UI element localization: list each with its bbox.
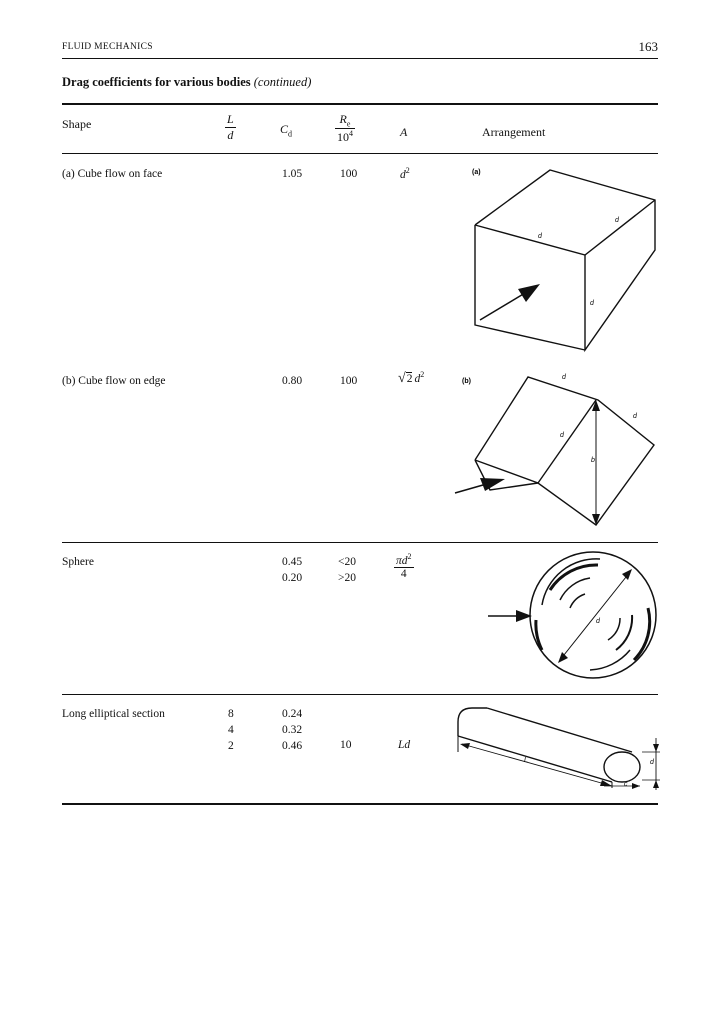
row-cube-face-re: 100 (340, 168, 358, 180)
sphere-shade-1 (550, 565, 598, 590)
row-sphere-shape: Sphere (62, 556, 94, 568)
row-elliptical-ld: 8 4 2 (228, 708, 234, 752)
cube-face-figure (460, 160, 665, 370)
sphere-dim-bottom (558, 652, 568, 663)
cube-edge-label-4: b (591, 457, 595, 464)
cube-face-edge (585, 200, 655, 255)
ellipse-label-c: c (624, 781, 628, 788)
cube-edge-dim-top (592, 400, 600, 411)
cube-edge-label-2: d (633, 413, 637, 420)
row-sphere-re: <20 >20 (338, 556, 356, 584)
row-cube-face-shape: (a) Cube flow on face (62, 168, 163, 180)
header-shape: Shape (62, 117, 92, 131)
header-bottom-rule (62, 153, 658, 154)
sphere-dim-top (622, 569, 632, 580)
row-rule-1 (62, 542, 658, 543)
row-cube-edge-re: 100 (340, 375, 358, 387)
header-rule (62, 58, 658, 59)
header-cd: $C_d$ (280, 122, 293, 139)
sphere-figure (480, 550, 660, 685)
row-rule-2 (62, 694, 658, 695)
cube-edge-tag: (b) (462, 378, 471, 385)
cube-edge-label-3: d (560, 432, 564, 439)
ellipse-top-edge (487, 708, 632, 752)
ellipse-d-arrow-bottom (653, 780, 659, 788)
row-elliptical-shape: Long elliptical section (62, 708, 165, 720)
sphere-shade-4 (570, 594, 585, 608)
sphere-shade-5 (536, 620, 542, 650)
caption-title: Drag coefficients for various bodies (62, 75, 251, 89)
cube-edge-ridge (538, 400, 596, 483)
row-cube-edge-area: √2 $d^2$ (398, 370, 425, 386)
row-cube-edge-cd: 0.80 (282, 375, 303, 387)
ellipse-bottom-edge (458, 736, 612, 782)
row-elliptical-cd: 0.24 0.32 0.46 (282, 708, 303, 752)
header-area: A (400, 125, 408, 139)
ellipse-front-face (604, 752, 640, 782)
ellipse-l-arrow-left (460, 743, 470, 749)
row-sphere-cd: 0.45 0.20 (282, 556, 303, 584)
header-re: $\frac{R_e}{10^4}$ (337, 112, 353, 145)
header-arrangement: Arrangement (482, 125, 546, 139)
sphere-shade-3 (560, 578, 590, 600)
page-number: 163 (638, 39, 658, 54)
row-elliptical-re: 10 (340, 739, 352, 751)
sphere-shade-7 (616, 615, 632, 650)
cube-edge-outline (475, 377, 654, 525)
cube-face-arrowhead (518, 284, 540, 302)
sphere-shade-6 (634, 608, 650, 660)
cube-edge-label-1: d (562, 374, 566, 381)
ellipse-label-l: L (524, 757, 528, 764)
row-cube-edge-shape: (b) Cube flow on edge (62, 375, 166, 387)
row-cube-face-area: $d^2$ (400, 166, 410, 181)
table-top-rule (62, 103, 658, 105)
ellipse-d-arrow-top (653, 744, 659, 752)
sphere-shade-8 (608, 618, 620, 640)
ellipse-label-d: d (650, 759, 654, 766)
cube-edge-figure (450, 365, 660, 535)
running-head: FLUID MECHANICS (62, 42, 153, 52)
row-cube-face-cd: 1.05 (282, 168, 303, 180)
sphere-outline (530, 552, 656, 678)
cube-face-tag: (a) (472, 169, 481, 176)
ellipse-back-left (458, 708, 487, 722)
caption-continued: (continued) (253, 75, 312, 89)
cube-face-label-1: d (538, 233, 542, 240)
ellipse-l-dim (462, 744, 612, 786)
table-bottom-rule (62, 803, 658, 805)
row-sphere-area: $\frac{\pi d^2}{4}$ (396, 552, 412, 580)
elliptical-section-figure (452, 700, 662, 790)
table-caption (62, 75, 311, 90)
ellipse-c-arrow (632, 783, 640, 789)
row-elliptical-area: Ld (398, 739, 411, 751)
sphere-label-d: d (596, 618, 600, 625)
cube-face-outline (475, 170, 655, 350)
cube-face-label-2: d (615, 217, 619, 224)
cube-face-label-3: d (590, 300, 594, 307)
header-l-over-d: $\frac{L}{d}$ (227, 112, 234, 142)
sphere-shade-9 (590, 650, 630, 670)
